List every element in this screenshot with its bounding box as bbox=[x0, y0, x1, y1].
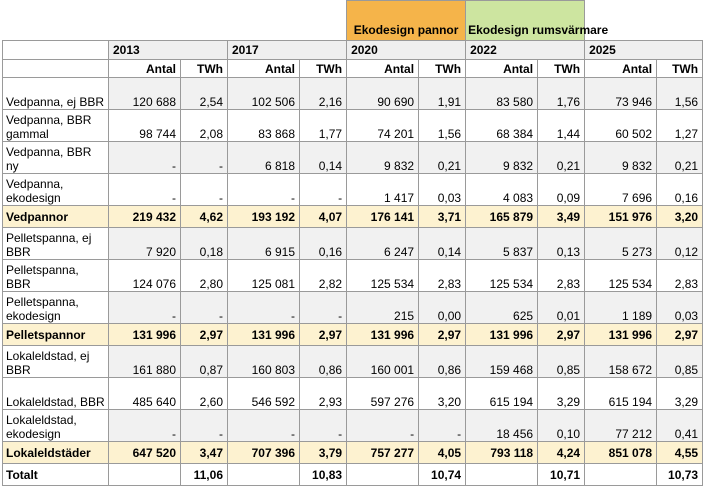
table-cell: 0,03 bbox=[419, 174, 466, 206]
table-cell: 2,16 bbox=[300, 78, 347, 110]
table-cell: - bbox=[181, 174, 228, 206]
row-label: Pelletspanna, ekodesign bbox=[3, 292, 109, 324]
header-corner bbox=[3, 60, 109, 78]
table-cell: 546 592 bbox=[228, 378, 300, 410]
year-header: 2025 bbox=[585, 41, 703, 60]
table-cell: 160 001 bbox=[347, 346, 419, 378]
subtotal-cell: 4,62 bbox=[181, 206, 228, 228]
total-energy-cell: 10,74 bbox=[419, 464, 466, 486]
total-count-cell bbox=[228, 464, 300, 486]
unit-header-count: Antal bbox=[466, 60, 538, 78]
table-cell: 3,20 bbox=[419, 378, 466, 410]
table-cell: 102 506 bbox=[228, 78, 300, 110]
row-label: Pelletspanna, BBR bbox=[3, 260, 109, 292]
unit-header-energy: TWh bbox=[181, 60, 228, 78]
unit-header-row bbox=[3, 60, 703, 78]
table-cell: 0,13 bbox=[538, 228, 585, 260]
table-cell: - bbox=[300, 410, 347, 442]
table-cell: 9 832 bbox=[466, 142, 538, 174]
table-cell: - bbox=[347, 410, 419, 442]
row-label: Lokaleldstad, ej BBR bbox=[3, 346, 109, 378]
table-cell: 124 076 bbox=[109, 260, 181, 292]
table-cell: - bbox=[181, 410, 228, 442]
table-cell: 625 bbox=[466, 292, 538, 324]
table-cell: 74 201 bbox=[347, 110, 419, 142]
heating-stock-table bbox=[2, 0, 703, 486]
table-cell: 120 688 bbox=[109, 78, 181, 110]
table-cell: 9 832 bbox=[347, 142, 419, 174]
table-cell: 1,77 bbox=[300, 110, 347, 142]
tag-ekodesign-rumsvarmare: Ekodesign rumsvärmare bbox=[466, 1, 585, 41]
subtotal-cell: 4,05 bbox=[419, 442, 466, 464]
table-cell: 3,29 bbox=[657, 378, 703, 410]
table-cell: 2,60 bbox=[181, 378, 228, 410]
table-cell: 597 276 bbox=[347, 378, 419, 410]
table-cell: 4 083 bbox=[466, 174, 538, 206]
table-cell: 159 468 bbox=[466, 346, 538, 378]
unit-header-count: Antal bbox=[585, 60, 657, 78]
table-cell: 83 580 bbox=[466, 78, 538, 110]
unit-header-count: Antal bbox=[109, 60, 181, 78]
table-cell: 7 696 bbox=[585, 174, 657, 206]
table-cell: 73 946 bbox=[585, 78, 657, 110]
table-cell: 2,83 bbox=[657, 260, 703, 292]
subtotal-cell: 151 976 bbox=[585, 206, 657, 228]
table-cell: - bbox=[228, 292, 300, 324]
row-label: Pelletspanna, ej BBR bbox=[3, 228, 109, 260]
subtotal-cell: 2,97 bbox=[300, 324, 347, 346]
subtotal-cell: 647 520 bbox=[109, 442, 181, 464]
table-cell: 125 534 bbox=[347, 260, 419, 292]
total-energy-cell: 10,71 bbox=[538, 464, 585, 486]
table-cell: 1,44 bbox=[538, 110, 585, 142]
year-header: 2017 bbox=[228, 41, 347, 60]
subtotal-row bbox=[3, 324, 703, 346]
table-cell: 160 803 bbox=[228, 346, 300, 378]
scenario-tag-row bbox=[3, 1, 703, 41]
table-cell: 2,82 bbox=[300, 260, 347, 292]
table-cell: 0,03 bbox=[657, 292, 703, 324]
table-cell: 5 837 bbox=[466, 228, 538, 260]
subtotal-row bbox=[3, 442, 703, 464]
table-cell: - bbox=[109, 410, 181, 442]
total-count-cell bbox=[347, 464, 419, 486]
year-header: 2013 bbox=[109, 41, 228, 60]
table-cell: 0,21 bbox=[657, 142, 703, 174]
table-cell: 158 672 bbox=[585, 346, 657, 378]
table-cell: - bbox=[300, 174, 347, 206]
subtotal-cell: 3,71 bbox=[419, 206, 466, 228]
table-cell: 2,93 bbox=[300, 378, 347, 410]
subtotal-cell: 131 996 bbox=[466, 324, 538, 346]
total-count-cell bbox=[585, 464, 657, 486]
table-cell: 98 744 bbox=[109, 110, 181, 142]
table-cell: - bbox=[228, 410, 300, 442]
table-cell: 7 920 bbox=[109, 228, 181, 260]
table-cell: 3,29 bbox=[538, 378, 585, 410]
subtotal-cell: 3,79 bbox=[300, 442, 347, 464]
table-row bbox=[3, 142, 703, 174]
table-cell: 0,41 bbox=[657, 410, 703, 442]
unit-header-energy: TWh bbox=[300, 60, 347, 78]
row-label: Lokaleldstad, BBR bbox=[3, 378, 109, 410]
table-cell: 0,10 bbox=[538, 410, 585, 442]
total-energy-cell: 10,73 bbox=[657, 464, 703, 486]
table-cell: 90 690 bbox=[347, 78, 419, 110]
total-energy-cell: 10,83 bbox=[300, 464, 347, 486]
table-cell: 2,80 bbox=[181, 260, 228, 292]
tag-ekodesign-pannor: Ekodesign pannor bbox=[347, 1, 466, 41]
subtotal-cell: 176 141 bbox=[347, 206, 419, 228]
subtotal-cell: 131 996 bbox=[585, 324, 657, 346]
table-cell: 0,12 bbox=[657, 228, 703, 260]
subtotal-cell: 757 277 bbox=[347, 442, 419, 464]
table-cell: 1,91 bbox=[419, 78, 466, 110]
table-cell: 615 194 bbox=[585, 378, 657, 410]
table-cell: - bbox=[181, 142, 228, 174]
table-cell: 83 868 bbox=[228, 110, 300, 142]
table-cell: 0,16 bbox=[300, 228, 347, 260]
subtotal-cell: 219 432 bbox=[109, 206, 181, 228]
total-energy-cell: 11,06 bbox=[181, 464, 228, 486]
table-cell: - bbox=[109, 142, 181, 174]
subtotal-cell: 131 996 bbox=[109, 324, 181, 346]
table-cell: 215 bbox=[347, 292, 419, 324]
unit-header-energy: TWh bbox=[657, 60, 703, 78]
table-cell: 0,21 bbox=[419, 142, 466, 174]
header-corner bbox=[3, 41, 109, 60]
subtotal-cell: 707 396 bbox=[228, 442, 300, 464]
table-cell: 6 247 bbox=[347, 228, 419, 260]
table-cell: 1,76 bbox=[538, 78, 585, 110]
table-cell: 125 534 bbox=[466, 260, 538, 292]
table-row bbox=[3, 228, 703, 260]
table-cell: 615 194 bbox=[466, 378, 538, 410]
table-cell: 125 534 bbox=[585, 260, 657, 292]
total-count-cell bbox=[109, 464, 181, 486]
unit-header-count: Antal bbox=[347, 60, 419, 78]
table-cell: 2,83 bbox=[419, 260, 466, 292]
unit-header-energy: TWh bbox=[419, 60, 466, 78]
year-header-row bbox=[3, 41, 703, 60]
table-cell: 485 640 bbox=[109, 378, 181, 410]
table-cell: 6 915 bbox=[228, 228, 300, 260]
row-label: Vedpanna, ej BBR bbox=[3, 78, 109, 110]
table-cell: 1 417 bbox=[347, 174, 419, 206]
table-row bbox=[3, 292, 703, 324]
row-label: Vedpanna, BBR gammal bbox=[3, 110, 109, 142]
table-cell: 1,56 bbox=[419, 110, 466, 142]
table-cell: 0,85 bbox=[657, 346, 703, 378]
subtotal-cell: 131 996 bbox=[228, 324, 300, 346]
table-cell: 0,09 bbox=[538, 174, 585, 206]
table-row bbox=[3, 260, 703, 292]
table-cell: 0,14 bbox=[419, 228, 466, 260]
table-cell: 1 189 bbox=[585, 292, 657, 324]
table-cell: - bbox=[181, 292, 228, 324]
table-cell: 0,16 bbox=[657, 174, 703, 206]
subtotal-cell: 3,47 bbox=[181, 442, 228, 464]
table-cell: 0,85 bbox=[538, 346, 585, 378]
table-row bbox=[3, 346, 703, 378]
total-label: Totalt bbox=[3, 464, 109, 486]
table-cell: 5 273 bbox=[585, 228, 657, 260]
table-cell: 0,87 bbox=[181, 346, 228, 378]
table-cell: - bbox=[419, 410, 466, 442]
subtotal-label: Pelletspannor bbox=[3, 324, 109, 346]
row-label: Vedpanna, BBR ny bbox=[3, 142, 109, 174]
subtotal-cell: 4,07 bbox=[300, 206, 347, 228]
subtotal-label: Vedpannor bbox=[3, 206, 109, 228]
table-cell: 0,21 bbox=[538, 142, 585, 174]
table-row bbox=[3, 78, 703, 110]
subtotal-cell: 165 879 bbox=[466, 206, 538, 228]
table-cell: 125 081 bbox=[228, 260, 300, 292]
table-cell: 2,83 bbox=[538, 260, 585, 292]
table-cell: 2,08 bbox=[181, 110, 228, 142]
table-cell: 1,56 bbox=[657, 78, 703, 110]
subtotal-cell: 2,97 bbox=[181, 324, 228, 346]
table-cell: - bbox=[109, 292, 181, 324]
unit-header-energy: TWh bbox=[538, 60, 585, 78]
subtotal-cell: 193 192 bbox=[228, 206, 300, 228]
subtotal-row bbox=[3, 206, 703, 228]
subtotal-cell: 2,97 bbox=[538, 324, 585, 346]
table-cell: 0,01 bbox=[538, 292, 585, 324]
subtotal-cell: 131 996 bbox=[347, 324, 419, 346]
subtotal-cell: 4,55 bbox=[657, 442, 703, 464]
table-row bbox=[3, 378, 703, 410]
year-header: 2022 bbox=[466, 41, 585, 60]
table-cell: - bbox=[228, 174, 300, 206]
subtotal-cell: 851 078 bbox=[585, 442, 657, 464]
table-cell: 77 212 bbox=[585, 410, 657, 442]
table-cell: 1,27 bbox=[657, 110, 703, 142]
subtotal-cell: 3,20 bbox=[657, 206, 703, 228]
year-header: 2020 bbox=[347, 41, 466, 60]
subtotal-cell: 3,49 bbox=[538, 206, 585, 228]
unit-header-count: Antal bbox=[228, 60, 300, 78]
subtotal-label: Lokaleldstäder bbox=[3, 442, 109, 464]
table-cell: 2,54 bbox=[181, 78, 228, 110]
table-cell: 0,86 bbox=[419, 346, 466, 378]
table-cell: 9 832 bbox=[585, 142, 657, 174]
table-row bbox=[3, 174, 703, 206]
table-cell: 0,00 bbox=[419, 292, 466, 324]
total-row bbox=[3, 464, 703, 486]
table-cell: 6 818 bbox=[228, 142, 300, 174]
subtotal-cell: 793 118 bbox=[466, 442, 538, 464]
table-cell: 18 456 bbox=[466, 410, 538, 442]
row-label: Lokaleldstad, ekodesign bbox=[3, 410, 109, 442]
table-cell: 0,86 bbox=[300, 346, 347, 378]
table-cell: 0,18 bbox=[181, 228, 228, 260]
table-cell: 161 880 bbox=[109, 346, 181, 378]
total-count-cell bbox=[466, 464, 538, 486]
table-cell: 0,14 bbox=[300, 142, 347, 174]
table-cell: 68 384 bbox=[466, 110, 538, 142]
subtotal-cell: 4,24 bbox=[538, 442, 585, 464]
subtotal-cell: 2,97 bbox=[419, 324, 466, 346]
table-cell: - bbox=[109, 174, 181, 206]
table-row bbox=[3, 410, 703, 442]
subtotal-cell: 2,97 bbox=[657, 324, 703, 346]
row-label: Vedpanna, ekodesign bbox=[3, 174, 109, 206]
table-cell: - bbox=[300, 292, 347, 324]
table-cell: 60 502 bbox=[585, 110, 657, 142]
table-row bbox=[3, 110, 703, 142]
